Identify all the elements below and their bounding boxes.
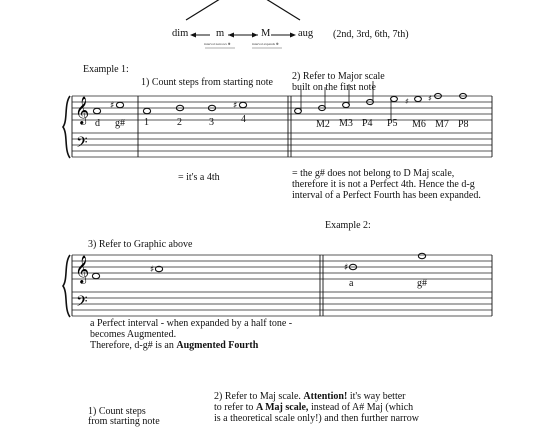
treble-clef-icon: 𝄞	[75, 255, 90, 283]
minor-label: m	[216, 28, 225, 39]
scale-degree: P5	[387, 118, 398, 129]
example1-title: Example 1:	[83, 64, 129, 75]
step3-line2: becomes Augmented.	[90, 329, 177, 340]
bottom-count-line1: 1) Count steps	[88, 406, 146, 417]
sharp-icon: ♯	[110, 101, 115, 111]
example2-title: Example 2:	[325, 220, 371, 231]
example1-explain-2: therefore it is not a Perfect 4th. Hence the d-g	[292, 179, 475, 190]
expands-caption: interval expands ⊕	[252, 42, 279, 46]
example1-result: = it's a 4th	[178, 172, 220, 183]
example1-explain-3: interval of a Perfect Fourth has been expanded.	[292, 190, 481, 201]
scale-degree: M6	[412, 119, 426, 130]
step3-line3: Therefore, d-g# is an Augmented Fourth	[90, 340, 259, 351]
bottom-count-line2: from starting note	[88, 416, 160, 427]
major-label: M	[261, 28, 271, 39]
step-number: 3	[209, 117, 214, 128]
svg-text:♯: ♯	[233, 101, 238, 111]
step3-line1: a Perfect interval - when expanded by a half tone -	[90, 318, 293, 329]
bottom-maj-line2: to refer to A Maj scale, instead of A# Maj (which	[214, 402, 414, 413]
svg-text:♯: ♯	[150, 265, 155, 275]
example1-step2-line1: 2) Refer to Major scale	[292, 71, 385, 82]
example1-step1: 1) Count steps from starting note	[141, 77, 273, 88]
scale-degree: M2	[316, 119, 330, 130]
svg-text:♯: ♯	[428, 94, 432, 103]
svg-text:♯: ♯	[405, 97, 409, 106]
scale-degree: P4	[362, 118, 373, 129]
example2-note-gsharp: g#	[417, 278, 427, 289]
bottom-maj-line3: is a theoretical scale only!) and then further narrow	[214, 413, 419, 424]
svg-text:♯: ♯	[344, 263, 349, 273]
step3-title: 3) Refer to Graphic above	[88, 239, 193, 250]
example1-step2-line2: built on the first note	[292, 82, 376, 93]
scale-degree: M3	[339, 118, 353, 129]
dim-label: dim	[172, 28, 189, 39]
bass-clef-icon: 𝄢	[76, 134, 88, 155]
bottom-maj-line1: 2) Refer to Maj scale. Attention! it's way better	[214, 391, 406, 402]
aug-label: aug	[298, 28, 314, 39]
example1-note-d: d	[95, 118, 100, 129]
step-number: 1	[144, 117, 149, 128]
step-number: 4	[241, 114, 246, 125]
narrows-caption: interval narrows ⊕	[204, 42, 231, 46]
interval-types: (2nd, 3rd, 6th, 7th)	[333, 29, 409, 40]
step-number: 2	[177, 117, 182, 128]
example2-note-a: a	[349, 278, 354, 289]
scale-degree: P8	[458, 119, 469, 130]
treble-clef-icon: 𝄞	[75, 96, 90, 124]
scale-degree: M7	[435, 119, 449, 130]
bass-clef-icon: 𝄢	[76, 293, 88, 314]
example1-note-gsharp: g#	[115, 118, 125, 129]
example1-explain-1: = the g# does not belong to D Maj scale,	[292, 168, 455, 179]
